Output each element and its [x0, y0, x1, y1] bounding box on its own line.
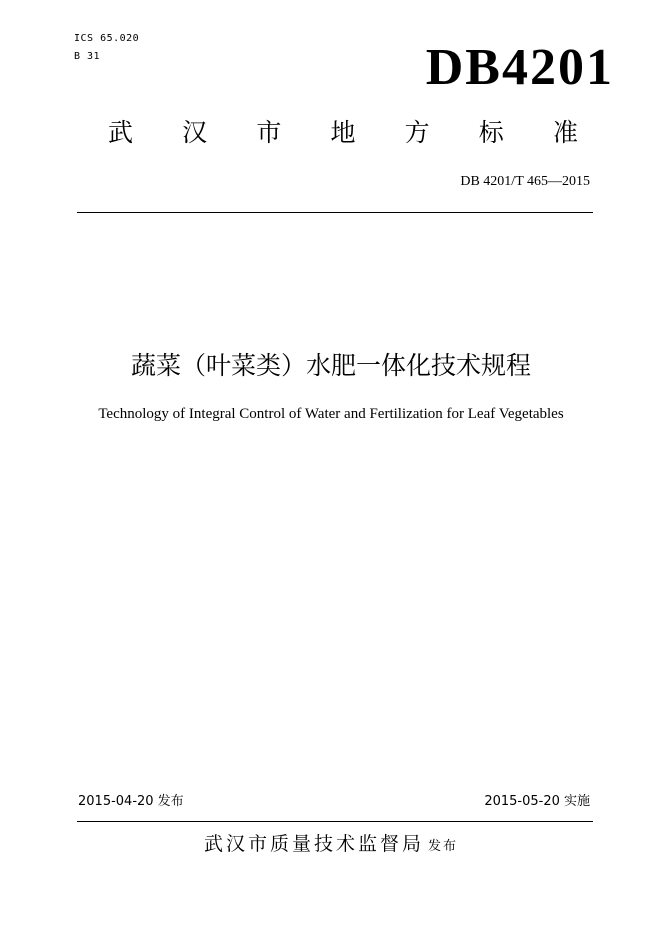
- standard-type-char: 方: [404, 118, 430, 147]
- standard-code: DB4201: [425, 39, 614, 96]
- title-chinese: 蔬菜（叶菜类）水肥一体化技术规程: [130, 351, 531, 380]
- implementation-date: 2015-05-20 实施: [484, 794, 590, 809]
- issue-date: 2015-04-20 发布: [78, 794, 184, 809]
- ics-code: ICS 65.020: [74, 33, 140, 44]
- footer-divider: [77, 821, 593, 822]
- standard-type: [108, 120, 578, 145]
- standard-type-char: 武: [108, 118, 134, 147]
- ccs-code: B 31: [74, 51, 101, 62]
- issuer-suffix: 发布: [428, 839, 459, 854]
- standard-type-char: 市: [256, 118, 282, 147]
- issuer-name: 武汉市质量技术监督局: [203, 833, 424, 855]
- issuer-line: [0, 829, 662, 856]
- standard-type-char: 标: [478, 118, 504, 147]
- standard-number: DB 4201/T 465—2015: [460, 174, 590, 189]
- header-divider: [77, 212, 593, 213]
- standard-type-char: 汉: [182, 118, 208, 147]
- title-english: Technology of Integral Control of Water and Fertilization for Leaf Vegetables: [98, 406, 564, 422]
- standard-type-char: 准: [552, 118, 578, 147]
- standard-type-char: 地: [330, 118, 356, 147]
